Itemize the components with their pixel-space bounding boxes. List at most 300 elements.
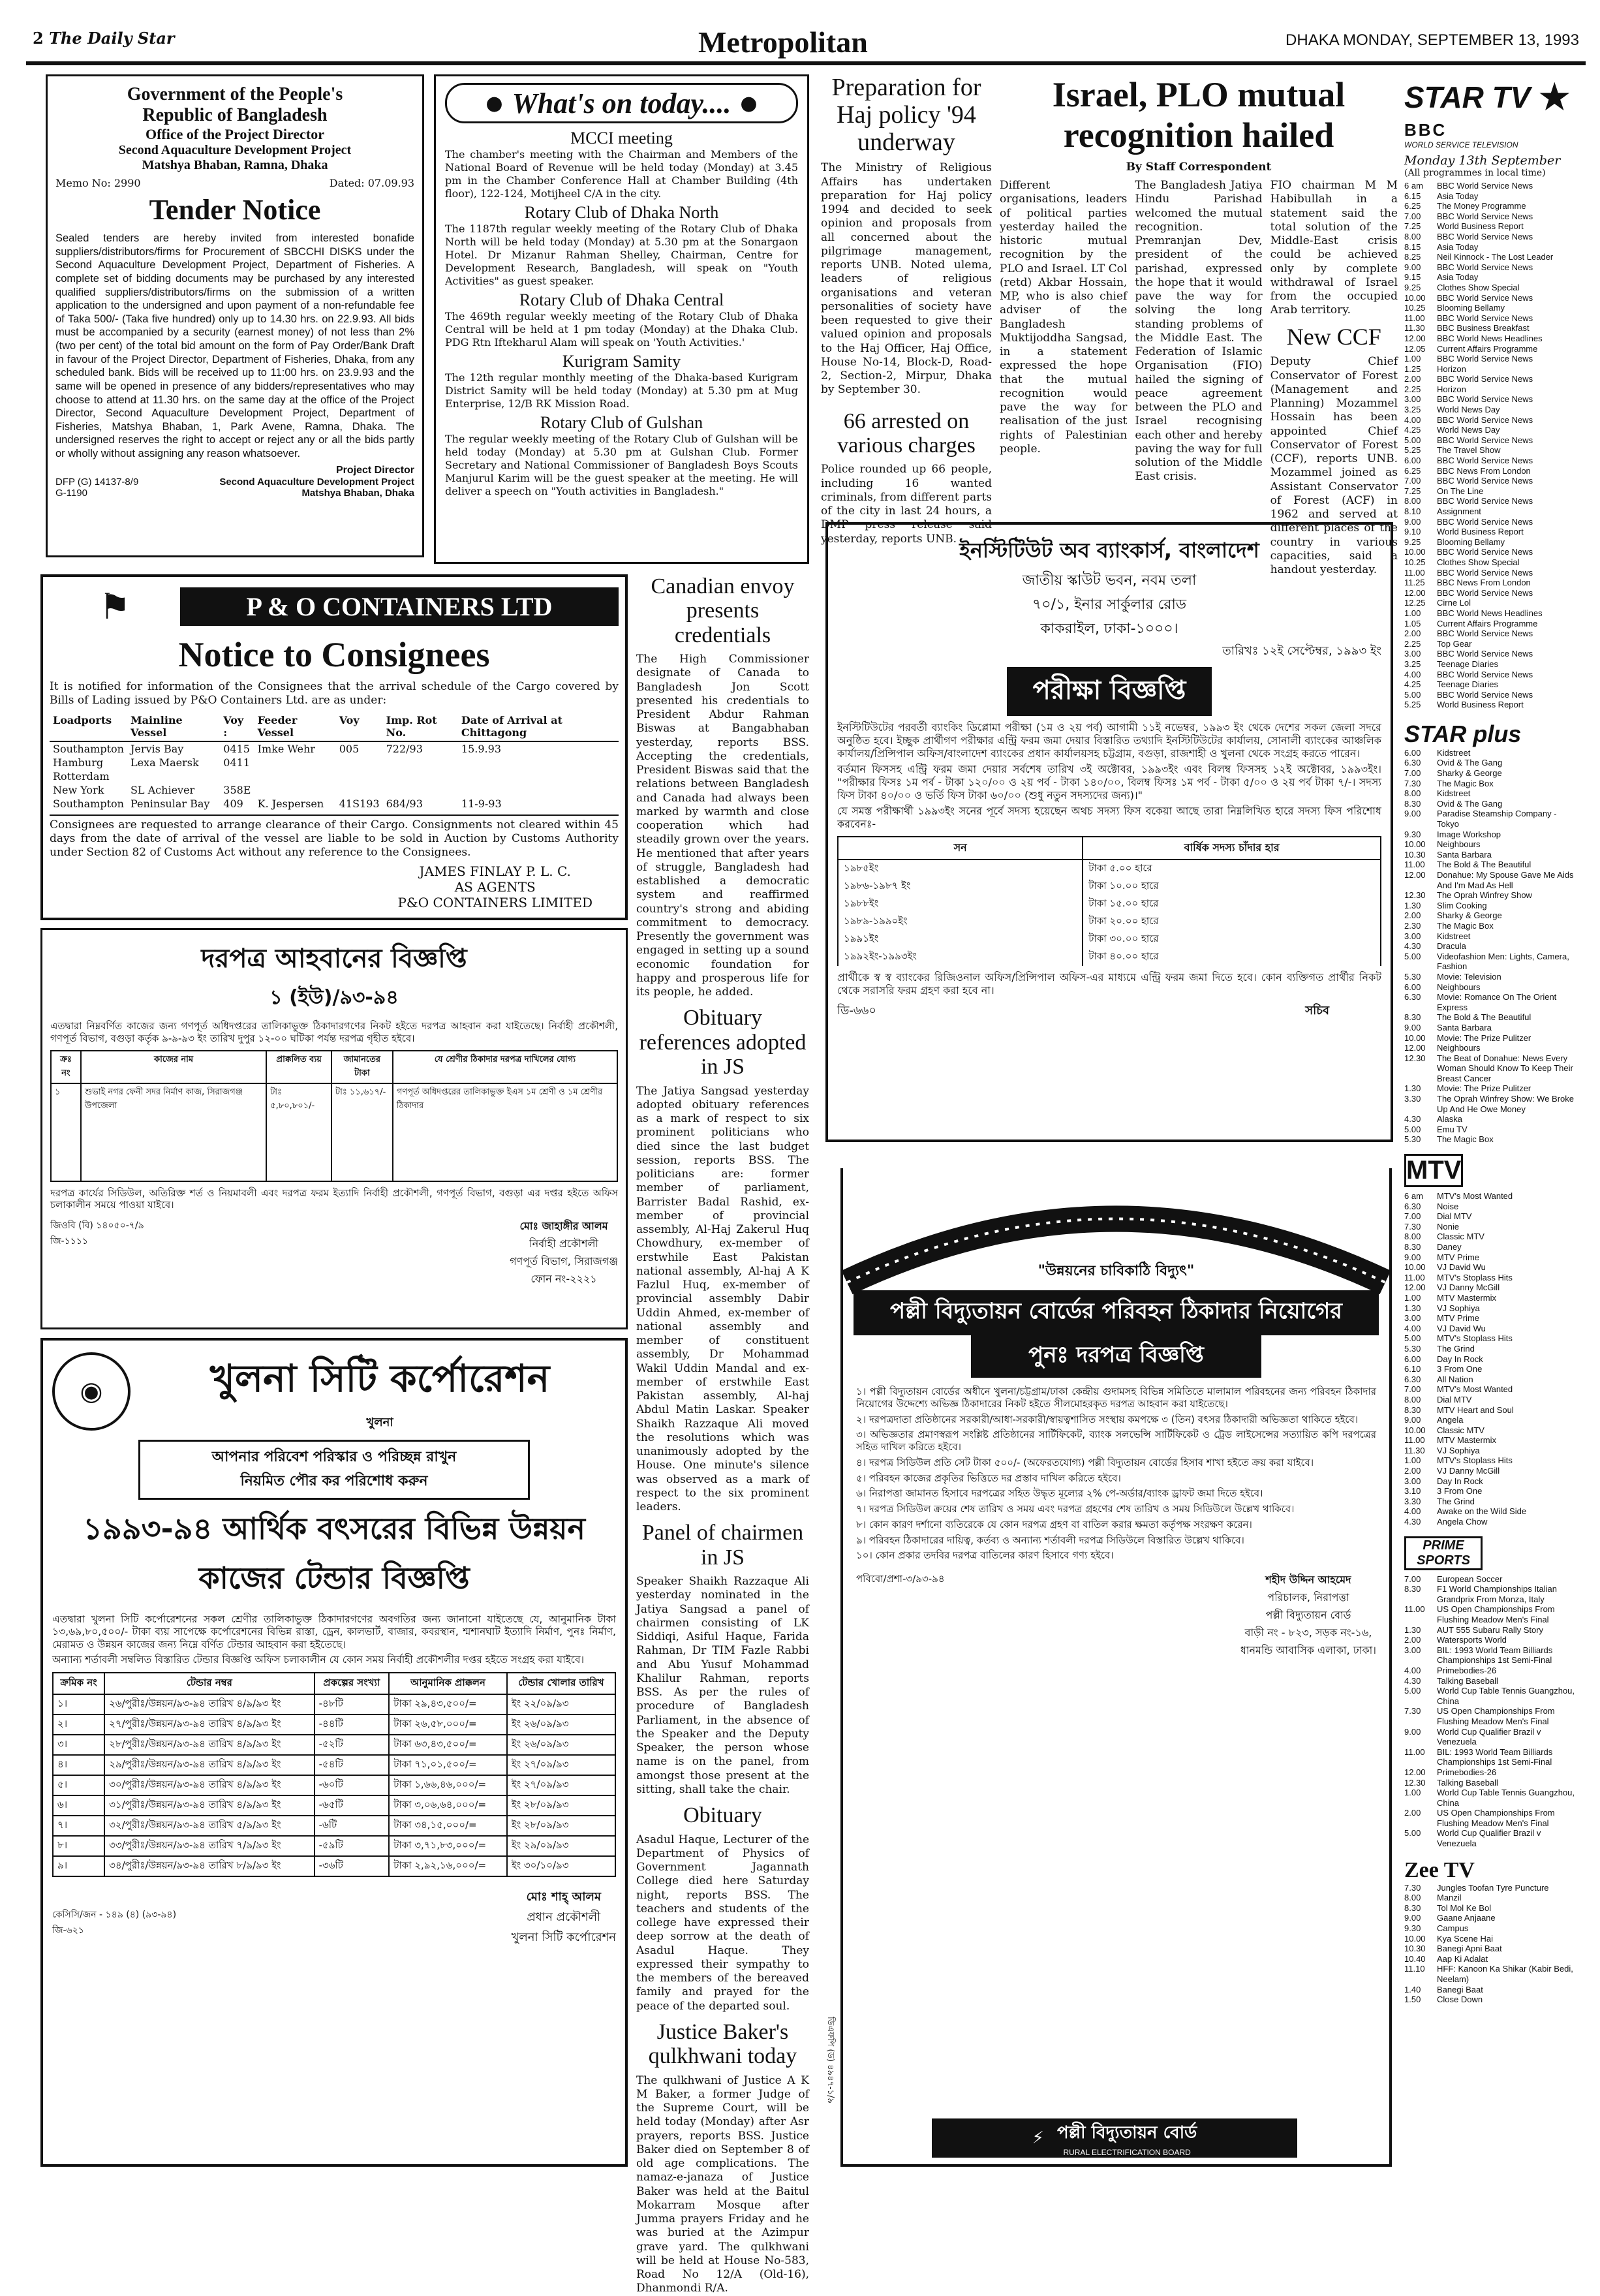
tv-row [1404, 191, 1580, 202]
tv-time: 2.00 [1404, 1808, 1421, 1818]
tv-programme: Kya Scene Hai [1437, 1933, 1493, 1944]
table-cell: Imke Wehr [257, 742, 315, 755]
institute-col-header: সন [838, 837, 1083, 860]
tv-programme: World Business Report [1437, 527, 1524, 537]
canadian-body: The High Commissioner designate of Canada to Bangladesh Jon Scott presented his credentials to President Abdur Rahman Biswas at Bangabhaban yesterday, reports BSS. Accepting the credentials, President Biswas said that the relations between Bangladesh and Canada had always been marked by warmth and close cooperation which had steadily grown over the years. He mentioned that after years of struggle, Bangladesh had established a democratic system and reaffirmed country's strong and abiding commitment to democracy. Presently the government was engaged in setting up a sound economic foundation for happy and prosperous life for its people, he added. [636, 653, 809, 999]
whats-on-item-head: Kurigram Samity [562, 352, 681, 371]
tv-row [1404, 1191, 1580, 1202]
khulna-sig3: খুলনা সিটি কর্পোরেশন [511, 1930, 616, 1944]
tv-time: 8.00 [1404, 1394, 1421, 1404]
tv-time: 4.30 [1404, 1675, 1421, 1686]
tv-programme: Kidstreet [1437, 788, 1471, 799]
tv-row [1404, 181, 1580, 191]
haj-headline: Preparation for Haj policy '94 underway [831, 74, 981, 156]
tv-time: 8.30 [1404, 1242, 1421, 1252]
tv-programme: F1 World Championships Italian Grandprix From Monza, Italy [1437, 1584, 1558, 1604]
tv-time: 5.00 [1404, 1333, 1421, 1344]
tv-time: 12.30 [1404, 890, 1426, 901]
tv-row [1404, 1293, 1580, 1303]
tv-time: 7.30 [1404, 1706, 1421, 1716]
institute-body2: বর্তমান ফিসসহ এন্ট্রি ফরম জমা দেয়ার সর্বশেষ তারিখ ৩ই অক্টোবর, ১৯৯৩ইং এবং বিলম্ব ফিসসহ ১২ই অক্টোবর, ১৯৯৩ইং। "পরীক্ষার ফিসঃ ১ম পর্ব - টাকা ১২০/০০ ও ২য় পর্ব - টাকা ১৪০/০০, বিলম্ব ফিসঃ ১ম পর্ব - টাকা ৫/০০ ও ২য় পর্ব টাকা ৭/-। সদস্য ফিস টাকা ৪০/০০ ও ভর্তি ফিস টাকা ৬০/০০ (শুধু নতুন সদস্যদের জন্য)।" [837, 763, 1381, 801]
tv-programme: BBC World Service News [1437, 669, 1533, 679]
tv-time: 4.30 [1404, 1517, 1421, 1527]
tv-programme: Talking Baseball [1437, 1675, 1498, 1686]
tv-time: 2.00 [1404, 628, 1421, 639]
bn-tender-col-header: প্রাক্কলিত ব্যয় [266, 1051, 331, 1083]
pando-table-header [50, 712, 619, 741]
tv-time: 3.00 [1404, 394, 1421, 405]
tv-programme: Day In Rock [1437, 1476, 1483, 1486]
reb-arch-text: "উন্নয়নের চাবিকাঠি বিদ্যুৎ" [1038, 1263, 1195, 1279]
tv-programme: VJ David Wu [1437, 1262, 1486, 1273]
bn-tender-row [51, 1083, 617, 1181]
tv-programme: BBC World Service News [1437, 567, 1533, 578]
table-cell [254, 783, 336, 797]
tv-row [1404, 1043, 1580, 1053]
tv-time: 8.00 [1404, 788, 1421, 799]
bullet-icon: ● [485, 91, 503, 115]
tv-row [1404, 1778, 1580, 1788]
tv-row [1404, 1083, 1580, 1094]
tv-programme: Classic MTV [1437, 1425, 1485, 1435]
tv-programme: Asia Today [1437, 241, 1479, 252]
tv-programme: BBC News From London [1437, 578, 1531, 588]
tv-programme: Awake on the Wild Side [1437, 1506, 1527, 1517]
pando-col-header: Imp. Rot No. [386, 713, 437, 739]
tv-row [1404, 1415, 1580, 1425]
tv-programme: Jungles Toofan Tyre Puncture [1437, 1882, 1549, 1893]
tv-time: 10.00 [1404, 1262, 1426, 1273]
pando-table [50, 712, 619, 811]
institute-addr1: জাতীয় স্কাউট ভবন, নবম তলা [1022, 572, 1197, 589]
table-cell: Southampton [53, 742, 124, 755]
tv-row [1404, 788, 1580, 799]
pando-company: P & O CONTAINERS LTD [180, 587, 619, 626]
tv-programme: BBC World Service News [1437, 547, 1533, 557]
tv-time: 11.30 [1404, 323, 1425, 334]
tender-sig1: Project Director [335, 464, 414, 476]
table-cell: -৪৪টি [315, 1714, 390, 1735]
whats-on-item-body: The regular weekly meeting of the Rotary Club of Gulshan will be held today (Monday) at 5.30 pm at Gulshan Club. Former Secretary and National Commissioner of Bangladesh Boys Scouts Manjurul Karim will be the guest speaker at the meeting. He will deliver a speech on "Youth activities in Bangladesh." [445, 433, 798, 497]
tv-programme: Talking Baseball [1437, 1777, 1498, 1788]
table-row [838, 895, 1381, 913]
tv-time: 9.00 [1404, 1415, 1421, 1425]
tv-programme: World Business Report [1437, 221, 1524, 232]
tv-time: 5.00 [1404, 1124, 1421, 1134]
tv-programme: Movie: The Prize Pulitzer [1437, 1083, 1531, 1094]
tv-programme: BBC World Service News [1437, 476, 1533, 486]
tv-row [1404, 1446, 1580, 1456]
reb-item: ৫। পরিবহন কাজের প্রকৃতির ভিত্তিতে দর প্রস্তাব দাখিল করিতে হইবে। [856, 1472, 1121, 1484]
khulna-table-header [53, 1673, 615, 1694]
table-cell [254, 769, 336, 783]
tv-row [1404, 1344, 1580, 1354]
tv-programme: Daney [1437, 1242, 1462, 1252]
tv-programme: World News Day [1437, 425, 1500, 435]
table-cell: -৬০টি [315, 1775, 390, 1795]
tv-row [1404, 839, 1580, 850]
tv-time: 11.00 [1404, 1435, 1425, 1446]
tv-row [1404, 374, 1580, 384]
tv-time: 12.00 [1404, 587, 1426, 598]
tv-time: 3.30 [1404, 1094, 1421, 1104]
tv-programme: BIL: 1993 World Team Billiards Championships 1st Semi-Final [1437, 1746, 1553, 1767]
tv-row [1404, 1964, 1580, 1984]
reb-side-ref: ডিএফপি (ড) ৪৯৪৭-১/৯ [825, 2017, 835, 2103]
table-row [50, 756, 619, 769]
table-cell: ১৯৮৮ইং [838, 895, 1083, 913]
pando-table-body [50, 741, 619, 811]
pando-col-header: Feeder Vessel [257, 713, 298, 739]
tender-ref1: DFP (G) 14137-8/9 [55, 476, 139, 488]
tv-programme: US Open Championships From Flushing Meadow Men's Final [1437, 1604, 1555, 1624]
tender-title: Tender Notice [149, 194, 321, 226]
tv-row [1404, 1333, 1580, 1344]
tv-time: 6.00 [1404, 747, 1421, 758]
table-cell: Jervis Bay [130, 742, 184, 755]
tv-row [1404, 619, 1580, 629]
reb-item: ৮। কোন কারণ দর্শানো ব্যতিরেকে যে কোন দরপত্র গ্রহণ বা বাতিল করার ক্ষমতা কর্তৃপক্ষ সংরক্ষণ করেন। [856, 1518, 1252, 1530]
tv-programme: BBC World Service News [1437, 689, 1533, 700]
tv-time: 9.00 [1404, 1252, 1421, 1262]
tv-row [1404, 799, 1580, 809]
pando-header [50, 583, 619, 629]
tv-programme: US Open Championships From Flushing Meadow Men's Final [1437, 1706, 1555, 1726]
institute-sign-row [837, 1001, 1381, 1021]
tv-programme: World Cup Qualifier Brazil v Venezuela [1437, 1828, 1541, 1849]
tv-time: 7.00 [1404, 211, 1421, 221]
khulna-headline1: ১৯৯৩-৯৪ আর্থিক বৎসরের বিভিন্ন উন্নয়ন [83, 1511, 585, 1546]
table-cell: টাকা ৫.০০ হারে [1083, 860, 1381, 878]
tv-row [1404, 201, 1580, 211]
tv-row [1404, 921, 1580, 931]
table-cell [220, 769, 254, 783]
tv-programme: Clothes Show Special [1437, 282, 1520, 292]
table-cell: New York [53, 783, 104, 796]
tv-programme: BBC World Service News [1437, 496, 1533, 506]
tv-programme: Neil Kinnock - The Lost Leader [1437, 252, 1554, 262]
institute-addr2: ৭০/১, ইনার সার্কুলার রোড [1032, 597, 1187, 613]
tv-time: 1.40 [1404, 1984, 1421, 1994]
tender-sig3: Matshya Bhaban, Dhaka [301, 487, 414, 499]
reb-sig4: বাড়ী নং - ৮২৩, সড়ক নং-১৬, [1244, 1626, 1372, 1639]
khulna-headline2: কাজের টেন্ডার বিজ্ঞপ্তি [198, 1560, 470, 1596]
tv-row [1404, 608, 1580, 619]
tv-row [1404, 850, 1580, 860]
tv-time: 6.00 [1404, 982, 1421, 992]
tv-row [1404, 1053, 1580, 1084]
tv-time: 2.30 [1404, 920, 1421, 931]
tv-row [1404, 1455, 1580, 1466]
table-cell: Southampton [53, 797, 124, 810]
tv-programme: Neighbours [1437, 982, 1481, 992]
tender-memo-row [55, 177, 414, 189]
tv-programme: Watersports World [1437, 1635, 1507, 1645]
tv-row [1404, 578, 1580, 588]
tv-time: 7.30 [1404, 1882, 1421, 1893]
tv-time: 1.00 [1404, 1292, 1421, 1303]
tv-row [1404, 252, 1580, 262]
tv-programme: Asia Today [1437, 272, 1479, 283]
table-row [50, 741, 619, 756]
tv-time: 6.30 [1404, 1374, 1421, 1384]
khulna-col-header: প্রকল্পের সংখ্যা [315, 1673, 390, 1694]
whats-on-box [434, 74, 809, 564]
tv-time: 9.25 [1404, 536, 1421, 547]
khulna-footer [52, 1887, 616, 1948]
tv-programme: BBC World Service News [1437, 262, 1533, 272]
tv-time: 12.00 [1404, 333, 1426, 343]
bn-tender-col-header: ক্রঃ নং [51, 1051, 81, 1083]
institute-title-wrap [837, 667, 1381, 716]
table-cell [383, 783, 458, 797]
table-cell: 409 [223, 797, 243, 810]
institute-date: তারিখঃ ১২ই সেপ্টেম্বর, ১৯৯৩ ইং [1222, 644, 1381, 658]
obituary-refs-headline: Obituary references adopted in JS [639, 1006, 807, 1079]
canadian-headline: Canadian envoy presents credentials [651, 574, 795, 647]
tv-row [1404, 1954, 1580, 1964]
tv-time: 7.00 [1404, 1211, 1421, 1222]
tv-programme: Alaska [1437, 1114, 1463, 1125]
tender-notice-ad [46, 74, 424, 557]
khulna-sig2: প্রধান প্রকৌশলী [527, 1910, 601, 1924]
tv-time: 3.30 [1404, 1496, 1421, 1506]
khulna-table [52, 1672, 616, 1877]
tv-time: 7.25 [1404, 486, 1421, 496]
table-row [838, 913, 1381, 931]
tender-memo: Memo No: 2990 [55, 177, 141, 189]
tv-programme: BBC World News Headlines [1437, 608, 1543, 618]
table-cell: ৬। [53, 1795, 104, 1816]
tv-programme: BBC World Service News [1437, 181, 1533, 191]
tv-time: 8.15 [1404, 241, 1421, 252]
table-cell: ইং ৩০/১০/৯৩ [507, 1856, 615, 1876]
tv-row [1404, 598, 1580, 608]
tv-time: 3.25 [1404, 659, 1421, 669]
tv-programme: Image Workshop [1437, 829, 1501, 839]
tv-time: 10.00 [1404, 1933, 1426, 1944]
tv-time: 8.30 [1404, 1902, 1421, 1913]
tv-programme: Cirne Lol [1437, 598, 1471, 608]
tv-row [1404, 1395, 1580, 1405]
tv-row [1404, 1364, 1580, 1374]
zee-schedule [1404, 1883, 1580, 2005]
table-cell: টাকা ৬৩,৪৩,৫০০/= [389, 1735, 507, 1755]
khulna-col-header: ক্রমিক নং [53, 1673, 104, 1694]
tv-time: 8.00 [1404, 1893, 1421, 1903]
tv-row [1404, 496, 1580, 506]
table-cell: ২৯/পুরীঃ/উন্নয়ন/৯৩-৯৪ তারিখ ৪/৯/৯৩ ইং [104, 1755, 314, 1775]
tv-row [1404, 334, 1580, 344]
tv-programme: 3 From One [1437, 1364, 1483, 1374]
tv-programme: World Business Report [1437, 700, 1524, 710]
israel-col2: The Bangladesh Jatiya Hindu Parishad welcomed the mutual recognition. Premranjan Dev, president of the parishad, expressed the hope that it would pave the way for solving the long standing problems of the Middle East. The Federation of Islamic Organisation (FIO) hailed the signing of peace agreement between the PLO and Israel recognising each other and hereby paving the way for full solution of the Middle East crisis. [1135, 179, 1263, 484]
tv-time: 5.00 [1404, 435, 1421, 445]
khulna-title: খুলনা সিটি কর্পোরেশন [209, 1356, 550, 1401]
tv-row [1404, 1405, 1580, 1416]
table-cell: টাকা ৭১,০১,৫০০/= [389, 1755, 507, 1775]
prime-sports-logo: PRIME SPORTS [1404, 1536, 1483, 1570]
khulna-col-header: টেন্ডার খোলার তারিখ [507, 1673, 615, 1694]
tv-time: 6.00 [1404, 1354, 1421, 1364]
tv-time: 6.10 [1404, 1364, 1421, 1374]
tv-time: 5.30 [1404, 1134, 1421, 1145]
tv-programme: Noise [1437, 1201, 1459, 1211]
tv-time: 3.00 [1404, 649, 1421, 659]
table-cell: -৩৬টি [315, 1856, 390, 1876]
whats-on-title: What's on today.... [512, 87, 731, 119]
tv-programme: World News Day [1437, 405, 1500, 415]
pando-notice [40, 574, 628, 920]
tv-time: 1.00 [1404, 354, 1421, 364]
tv-time: 1.05 [1404, 618, 1421, 628]
tv-time: 11.00 [1404, 313, 1425, 323]
tv-time: 9.30 [1404, 1923, 1421, 1934]
tv-time: 3.00 [1404, 1313, 1421, 1324]
tv-programme: The Oprah Winfrey Show [1437, 890, 1532, 901]
section-title: Metropolitan [698, 25, 868, 59]
tv-time: 9.00 [1404, 809, 1421, 819]
table-cell: Lexa Maersk [130, 756, 199, 769]
tv-time: 9.00 [1404, 516, 1421, 527]
tv-row [1404, 1625, 1580, 1636]
table-cell: টাকা ৩০.০০ হারে [1083, 931, 1381, 948]
tv-programme: BBC World Service News [1437, 394, 1533, 405]
tender-footer [55, 476, 414, 499]
tv-row [1404, 679, 1580, 690]
tv-row [1404, 232, 1580, 242]
tv-programme: Primebodies-26 [1437, 1767, 1497, 1777]
table-cell: -৫৪টি [315, 1755, 390, 1775]
tv-time: 4.25 [1404, 679, 1421, 690]
table-cell: Rotterdam [53, 769, 110, 783]
tv-time: 7.00 [1404, 476, 1421, 486]
institute-ref: ডি-৬৬০ [837, 1004, 877, 1017]
table-cell: ১৯৯২ইং-১৯৯৩ইং [838, 948, 1083, 966]
israel-col3-wrap [1270, 179, 1398, 577]
table-row [50, 783, 619, 797]
tv-time: 6.30 [1404, 1201, 1421, 1211]
reb-logo [932, 2118, 1297, 2158]
bn-tender-sub: ১ (ইউ)/৯৩-৯৪ [269, 986, 399, 1009]
tv-time: 11.10 [1404, 1964, 1425, 1974]
tv-programme: Nonie [1437, 1221, 1459, 1232]
khulna-city: খুলনা [366, 1416, 393, 1429]
tender-line5: Matshya Bhaban, Ramna, Dhaka [142, 158, 328, 172]
tv-programme: Slim Cooking [1437, 900, 1487, 910]
tv-row [1404, 690, 1580, 700]
tv-time: 5.25 [1404, 445, 1421, 456]
tv-programme: MTV's Stoplass Hits [1437, 1455, 1513, 1466]
tv-row [1404, 425, 1580, 435]
khulna-sig1: মোঃ শাহ্ আলম [526, 1889, 601, 1904]
tv-programme: Asia Today [1437, 191, 1479, 201]
tv-listings [1404, 74, 1580, 2163]
whats-on-item-head: MCCI meeting [570, 129, 673, 147]
whats-on-list [445, 129, 798, 498]
tv-row [1404, 1934, 1580, 1944]
tv-time: 10.00 [1404, 292, 1426, 303]
table-cell: ১। [53, 1694, 104, 1714]
tv-programme: Assignment [1437, 506, 1481, 516]
bullet-icon: ● [740, 91, 758, 115]
tv-date: Monday 13th September [1404, 153, 1561, 168]
tv-row [1404, 1486, 1580, 1497]
table-cell [458, 769, 619, 783]
israel-headline: Israel, PLO mutual recognition hailed [1052, 75, 1346, 155]
page-number-and-paper [33, 29, 175, 48]
tv-row [1404, 394, 1580, 405]
tv-row [1404, 1303, 1580, 1314]
whats-on-header [445, 83, 798, 123]
tv-row [1404, 1994, 1580, 2005]
tv-time: 12.00 [1404, 1282, 1426, 1293]
israel-col1: Different organisations, leaders of political parties yesterday hailed the historic mutual recognition by the PLO and Israel. LT Col (retd) Akbar Hossain, MP, who is also chief adviser of the Bangladesh Muktijoddha Sangsad, in a statement expressed the hope that the mutual recognition would pave the way for realisation of the just rights of Palestinian people. [1000, 179, 1128, 456]
tv-row [1404, 1767, 1580, 1778]
tv-row [1404, 1645, 1580, 1666]
bn-tender-col-header: যে শ্রেণীর ঠিকাদার দরপত্র দাখিলের যোগ্য [393, 1051, 617, 1083]
tv-programme: Primebodies-26 [1437, 1665, 1497, 1675]
tv-programme: MTV Prime [1437, 1313, 1479, 1324]
table-cell: ৯। [53, 1856, 104, 1876]
pando-col-header: Voy : [223, 713, 244, 739]
table-cell: ৩২/পুরীঃ/উন্নয়ন/৯৩-৯৪ তারিখ ৫/৯/৯৩ ইং [104, 1816, 314, 1836]
reb-title2: পুনঃ দরপত্র বিজ্ঞপ্তি [971, 1335, 1261, 1378]
tv-time: 8.00 [1404, 496, 1421, 506]
tv-row [1404, 1686, 1580, 1706]
prime-schedule [1404, 1574, 1580, 1849]
table-row [53, 1775, 615, 1795]
tv-programme: Movie: Romance On The Orient Express [1437, 992, 1557, 1012]
table-cell: টাকা ১,৬৬,৪৬,০০০/= [389, 1775, 507, 1795]
flag-icon: ⚑ [99, 585, 131, 627]
tv-row [1404, 1985, 1580, 1995]
tv-row [1404, 1604, 1580, 1624]
table-cell: 005 [339, 742, 360, 755]
tv-time: 7.25 [1404, 221, 1421, 232]
tv-programme: MTV's Stoplass Hits [1437, 1272, 1513, 1282]
tv-programme: Movie: The Prize Pulitzer [1437, 1032, 1531, 1043]
table-cell: 684/93 [386, 797, 423, 810]
tv-row [1404, 1706, 1580, 1726]
tv-row [1404, 768, 1580, 779]
tv-time: 2.25 [1404, 638, 1421, 649]
khulna-slogan-box [138, 1440, 530, 1500]
tv-row [1404, 486, 1580, 497]
tv-time: 7.00 [1404, 1574, 1421, 1584]
table-cell: ৮। [53, 1836, 104, 1856]
table-row [838, 931, 1381, 948]
tv-row [1404, 1574, 1580, 1585]
reb-ref: পবিবো/প্রশা-৩/৯৩-৯৪ [856, 1573, 945, 1585]
tv-programme: BBC World Service News [1437, 211, 1533, 221]
table-cell: ২৭/পুরীঃ/উন্নয়ন/৯৩-৯৪ তারিখ ৪/৯/৯৩ ইং [104, 1714, 314, 1735]
tv-time: 6 am [1404, 181, 1423, 191]
tv-row [1404, 1893, 1580, 1903]
justice-body: The qulkhwani of Justice A K M Baker, a former Judge of the Supreme Court, will be held today (Monday) after Asr prayers, reports BSS. Justice Baker died on September 8 of old age complications. The namaz-e-janaza of Justice Baker was held at the Baitul Mokarram Mosque after Jumma prayers Friday and he was buried at the Azimpur grave yard. The qulkhwani will be held at House No-583, Road No 12/A (Old-16), Dhanmondi R/A. [636, 2073, 809, 2295]
tv-row [1404, 293, 1580, 303]
khulna-seal-icon: ◉ [52, 1352, 131, 1431]
whats-on-item-head: Rotary Club of Gulshan [540, 413, 703, 432]
table-cell: -৬টি [315, 1816, 390, 1836]
tv-row [1404, 1435, 1580, 1446]
tv-row [1404, 1252, 1580, 1263]
table-cell: ইং ২৬/০৯/৯৩ [507, 1735, 615, 1755]
star-tv-label: STAR TV [1404, 80, 1531, 114]
reb-item: ২। দরপত্রদাতা প্রতিষ্ঠানের সরকারী/আধা-সরকারী/স্বায়ত্বশাসিত সংস্থায় কমপক্ষে ৩ (তিন) বৎসর ঠিকাদারী অভিজ্ঞতা থাকিতে হইবে। [856, 1413, 1359, 1425]
bbc-logo: BBC [1404, 120, 1447, 140]
bbc-sub: WORLD SERVICE TELEVISION [1404, 140, 1518, 149]
